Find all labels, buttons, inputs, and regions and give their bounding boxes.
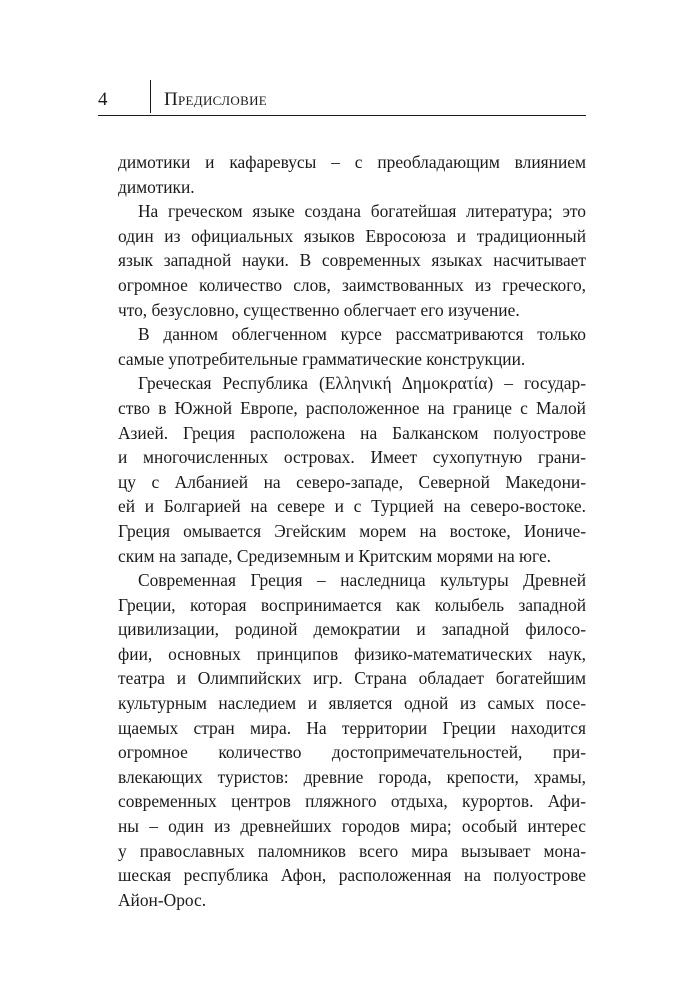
text-line: цу с Албанией на северо-западе, Северной Македони- xyxy=(118,471,586,492)
text-line: огромное количество слов, заимствованных из греческого, xyxy=(118,274,586,295)
text-line: щаемых стран мира. На территории Греции находится xyxy=(118,717,586,738)
text-line: влекающих туристов: древние города, крепости, храмы, xyxy=(118,766,586,787)
text-line: огромное количество достопримечательностей, при- xyxy=(118,742,586,763)
text-line: Айон-Орос. xyxy=(118,889,207,910)
paragraph xyxy=(118,322,586,371)
text-line: димотики и кафаревусы – с преобладающим влиянием xyxy=(118,152,586,172)
text-line: современных центров пляжного отдыха, курортов. Афи- xyxy=(118,791,586,812)
text-line: Азией. Греция расположена на Балканском полуострове xyxy=(118,422,586,443)
body-text xyxy=(118,150,586,912)
text-line: На греческом языке создана богатейшая литература; это xyxy=(138,201,586,222)
text-line: Греция омывается Эгейским морем на востоке, Иониче- xyxy=(118,520,586,541)
text-line: ским на западе, Средиземным и Критским морями на юге. xyxy=(118,545,552,566)
text-line: цивилизации, родиной демократии и западной филосо- xyxy=(118,619,586,640)
page-number: 4 xyxy=(98,89,108,110)
text-line: театра и Олимпийских игр. Страна обладает богатейшим xyxy=(118,668,586,689)
text-line: Греции, которая воспринимается как колыбель западной xyxy=(118,594,586,615)
text-line: у православных паломников всего мира вызывает мона- xyxy=(118,840,586,861)
header-horizontal-rule xyxy=(98,115,586,116)
paragraph xyxy=(118,150,586,199)
text-line: ей и Болгарией на севере и с Турцией на северо-востоке. xyxy=(118,496,586,517)
text-line: Современная Греция – наследница культуры Древней xyxy=(138,570,586,591)
paragraph xyxy=(118,199,586,322)
header-vertical-rule xyxy=(150,80,151,113)
text-line: один из официальных языков Евросоюза и традиционный xyxy=(118,225,586,246)
paragraph xyxy=(118,371,586,568)
text-line: Греческая Республика (Ελληνική Δημοκρατία) – государ- xyxy=(138,373,586,394)
text-line: ство в Южной Европе, расположенное на границе с Малой xyxy=(118,397,586,418)
text-line: культурным наследием и является одной из самых посе- xyxy=(118,693,586,714)
text-line: язык западной науки. В современных языках насчитывает xyxy=(118,250,586,271)
text-line: шеская республика Афон, расположенная на полуострове xyxy=(118,865,586,886)
text-line: В данном облегченном курсе рассматриваются только xyxy=(138,324,586,345)
text-line: что, безусловно, существенно облегчает его изучение. xyxy=(118,299,520,320)
page-header xyxy=(98,76,586,116)
paragraph xyxy=(118,568,586,912)
running-head: Предисловие xyxy=(164,89,268,110)
text-line: димотики. xyxy=(118,176,195,197)
text-line: самые употребительные грамматические конструкции. xyxy=(118,348,526,369)
text-line: фии, основных принципов физико-математических наук, xyxy=(118,643,586,664)
text-line: ны – один из древнейших городов мира; особый интерес xyxy=(118,816,586,837)
text-line: и многочисленных островах. Имеет сухопутную грани- xyxy=(118,447,586,468)
